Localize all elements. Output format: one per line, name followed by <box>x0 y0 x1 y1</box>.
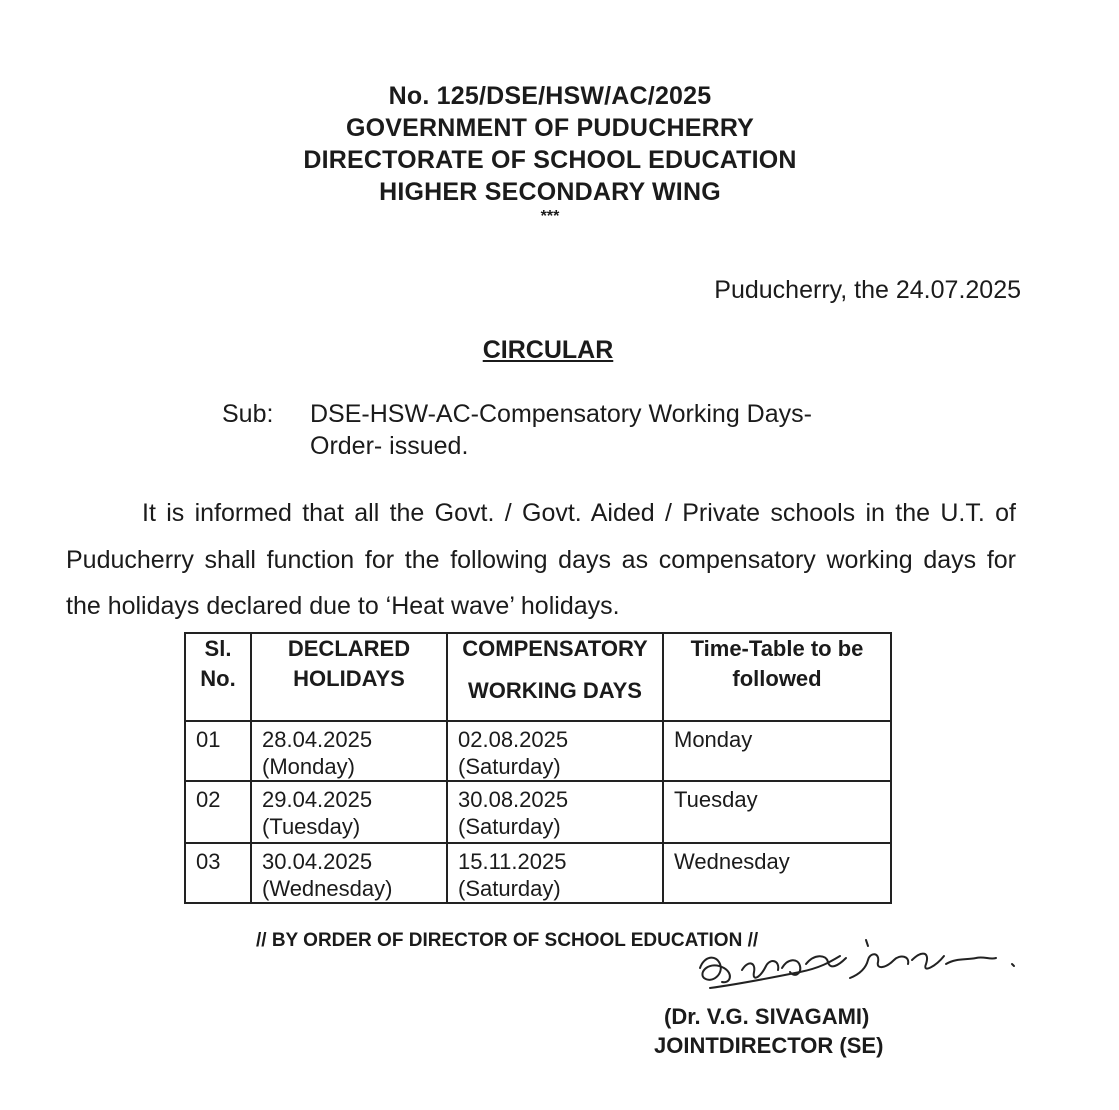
header-comp-line2: WORKING DAYS <box>468 678 642 703</box>
header-tt-line1: Time-Table to be <box>690 636 864 661</box>
header-sl-line2: No. <box>200 666 236 691</box>
order-line: // BY ORDER OF DIRECTOR OF SCHOOL EDUCATION // <box>256 930 759 951</box>
header-declared-line1: DECLARED <box>287 636 411 661</box>
subject-line-1: DSE-HSW-AC-Compensatory Working Days- <box>310 400 812 428</box>
cell-compensatory <box>447 781 663 843</box>
cell-timetable: Wednesday <box>663 843 891 903</box>
comp-date: 02.08.2025 <box>458 727 569 752</box>
header-declared-holidays <box>251 633 447 721</box>
comp-day: (Saturday) <box>458 754 561 779</box>
table-row <box>185 781 891 843</box>
signatory-designation: JOINTDIRECTOR (SE) <box>654 1033 884 1058</box>
comp-date: 15.11.2025 <box>458 849 567 874</box>
cell-declared <box>251 781 447 843</box>
header-sl-no <box>185 633 251 721</box>
comp-date: 30.08.2025 <box>458 787 569 812</box>
title-text: CIRCULAR <box>482 336 614 364</box>
header-comp-line1: COMPENSATORY <box>462 636 648 661</box>
declared-day: (Monday) <box>262 754 355 779</box>
cell-sl: 02 <box>185 781 251 843</box>
cell-sl: 01 <box>185 721 251 781</box>
header-separator: *** <box>540 208 560 225</box>
place-and-date: Puducherry, the 24.07.2025 <box>714 276 1021 304</box>
document-title <box>0 336 1096 365</box>
subject-line-2: Order- issued. <box>310 432 469 460</box>
directorate-name: DIRECTORATE OF SCHOOL EDUCATION <box>303 146 797 174</box>
declared-day: (Wednesday) <box>262 876 393 901</box>
cell-compensatory <box>447 721 663 781</box>
government-name: GOVERNMENT OF PUDUCHERRY <box>345 114 755 142</box>
header-declared-line2: HOLIDAYS <box>293 666 405 691</box>
header-sl-line1: Sl. <box>204 636 232 661</box>
comp-day: (Saturday) <box>458 876 561 901</box>
cell-sl: 03 <box>185 843 251 903</box>
declared-day: (Tuesday) <box>262 814 361 839</box>
cell-compensatory <box>447 843 663 903</box>
header-compensatory-days <box>447 633 663 721</box>
declared-date: 30.04.2025 <box>262 849 373 874</box>
table-row <box>185 843 891 903</box>
header-timetable <box>663 633 891 721</box>
reference-number: No. 125/DSE/HSW/AC/2025 <box>388 82 712 110</box>
body-paragraph: It is informed that all the Govt. / Govt. Aided / Private schools in the U.T. of Puducherry shall function for the following days as compensatory working days for the holidays declared due to ‘Heat wave’ holidays. <box>66 499 1016 620</box>
cell-timetable: Monday <box>663 721 891 781</box>
header-tt-line2: followed <box>732 666 822 691</box>
cell-declared <box>251 721 447 781</box>
subject-label: Sub: <box>222 400 274 428</box>
table-row <box>185 721 891 781</box>
comp-day: (Saturday) <box>458 814 561 839</box>
cell-timetable: Tuesday <box>663 781 891 843</box>
cell-declared <box>251 843 447 903</box>
declared-date: 28.04.2025 <box>262 727 373 752</box>
signatory-name: (Dr. V.G. SIVAGAMI) <box>664 1004 870 1029</box>
wing-name: HIGHER SECONDARY WING <box>379 178 721 206</box>
table-header-row <box>185 633 891 721</box>
compensatory-days-table <box>184 632 892 904</box>
declared-date: 29.04.2025 <box>262 787 373 812</box>
